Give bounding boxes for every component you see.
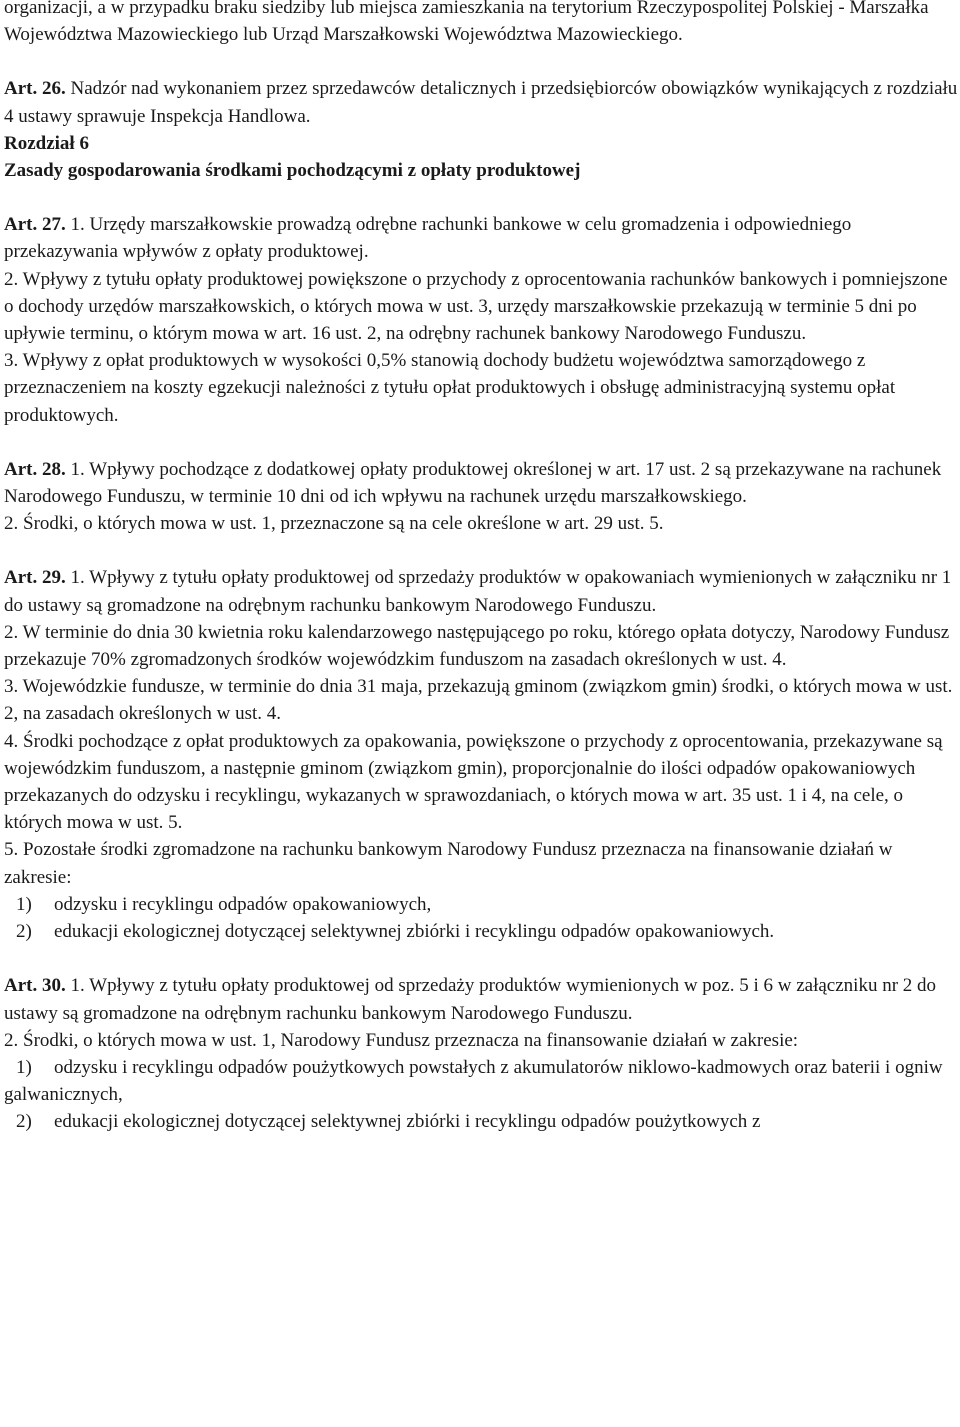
art-30-label: Art. 30.: [4, 975, 66, 997]
art-26: [4, 75, 958, 129]
art-29-label: Art. 29.: [4, 567, 66, 589]
list-item-text: odzysku i recyklingu odpadów opakowaniowych,: [54, 893, 432, 915]
intro-paragraph: organizacji, a w przypadku braku siedziby lub miejsca zamieszkania na terytorium Rzeczypospolitej Polskiej - Marszałka Województwa Mazowieckiego lub Urząd Marszałkowski Województwa Mazowieckiego.: [4, 0, 929, 46]
art-30-list-item: [4, 1108, 958, 1135]
art-29-para-3: 3. Wojewódzkie fundusze, w terminie do dnia 31 maja, przekazują gminom (związkom gmin) środki, o których mowa w ust. 2, na zasadach określonych w ust. 4.: [4, 676, 953, 725]
art-27-label: Art. 27.: [4, 214, 66, 236]
art-29-para-1: [4, 564, 958, 618]
art-30-list-item: [4, 1054, 958, 1108]
list-item-number: 1): [16, 1056, 32, 1078]
list-item-number: 2): [16, 921, 32, 943]
list-item-number: 1): [16, 893, 32, 915]
document-page: [4, 0, 958, 1136]
art-27-para-1: [4, 211, 958, 265]
art-29-list-item: [4, 918, 958, 945]
chapter-title: Zasady gospodarowania środkami pochodzącymi z opłaty produktowej: [4, 160, 581, 182]
art-29-para-2: 2. W terminie do dnia 30 kwietnia roku kalendarzowego następującego po roku, którego opłata dotyczy, Narodowy Fundusz przekazuje 70% zgromadzonych środków wojewódzkim funduszom na zasadach określonych w ust. 4.: [4, 621, 950, 671]
art-29-list-item: [4, 891, 958, 918]
list-item-number: 2): [16, 1111, 32, 1133]
art-30-para-2: 2. Środki, o których mowa w ust. 1, Narodowy Fundusz przeznacza na finansowanie działań w zakresie:: [4, 1029, 799, 1051]
art-28-para-1: [4, 456, 958, 510]
art-27-para-2: 2. Wpływy z tytułu opłaty produktowej powiększone o przychody z oprocentowania rachunków bankowych i pomniejszone o dochody urzędów marszałkowskich, o których mowa w ust. 3, urzędy marszałkowskie przekazują w terminie 5 dni po upływie terminu, o którym mowa w art. 16 ust. 2, na odrębny rachunek bankowy Narodowego Funduszu.: [4, 268, 948, 345]
art-30-text-1: 1. Wpływy z tytułu opłaty produktowej od sprzedaży produktów wymienionych w poz. 5 i 6 w załączniku nr 2 do ustawy są gromadzone na odrębnym rachunku bankowym Narodowego Funduszu.: [4, 975, 937, 1024]
art-28-label: Art. 28.: [4, 458, 66, 480]
list-item-text: odzysku i recyklingu odpadów poużytkowych powstałych z akumulatorów niklowo-kadmowych oraz baterii i ogniw galwanicznych,: [4, 1056, 943, 1106]
art-29-para-5: 5. Pozostałe środki zgromadzone na rachunku bankowym Narodowy Fundusz przeznacza na finansowanie działań w zakresie:: [4, 839, 893, 888]
art-26-text: Nadzór nad wykonaniem przez sprzedawców detalicznych i przedsiębiorców obowiązków wynikających z rozdziału 4 ustawy sprawuje Inspekcja Handlowa.: [4, 78, 958, 127]
art-28-text-1: 1. Wpływy pochodzące z dodatkowej opłaty produktowej określonej w art. 17 ust. 2 są przekazywane na rachunek Narodowego Funduszu, w terminie 10 dni od ich wpływu na rachunek urzędu marszałkowskiego.: [4, 458, 942, 508]
list-item-text: edukacji ekologicznej dotyczącej selektywnej zbiórki i recyklingu odpadów poużytkowych z: [54, 1111, 761, 1133]
art-27-text-1: 1. Urzędy marszałkowskie prowadzą odrębne rachunki bankowe w celu gromadzenia i odpowiedniego przekazywania wpływów z opłaty produktowej.: [4, 214, 852, 263]
chapter-number: Rozdział 6: [4, 132, 89, 154]
art-30-para-1: [4, 972, 958, 1026]
list-item-text: edukacji ekologicznej dotyczącej selektywnej zbiórki i recyklingu odpadów opakowaniowych.: [54, 921, 775, 943]
art-29-para-4: 4. Środki pochodzące z opłat produktowych za opakowania, powiększone o przychody z oprocentowania, przekazywane są wojewódzkim funduszom, a następnie gminom (związkom gmin), proporcjonalnie do ilości odpadów opakowaniowych przekazanych do odzysku i recyklingu, wykazanych w sprawozdaniach, o których mowa w art. 35 ust. 1 i 4, na cele, o których mowa w ust. 5.: [4, 730, 943, 834]
art-26-label: Art. 26.: [4, 78, 66, 100]
art-27-para-3: 3. Wpływy z opłat produktowych w wysokości 0,5% stanowią dochody budżetu województwa samorządowego z przeznaczeniem na koszty egzekucji należności z tytułu opłat produktowych i obsługę administracyjną systemu opłat produktowych.: [4, 350, 896, 426]
art-28-para-2: 2. Środki, o których mowa w ust. 1, przeznaczone są na cele określone w art. 29 ust. 5.: [4, 513, 664, 535]
art-29-text-1: 1. Wpływy z tytułu opłaty produktowej od sprzedaży produktów w opakowaniach wymienionych w załączniku nr 1 do ustawy są gromadzone na odrębnym rachunku bankowym Narodowego Funduszu.: [4, 567, 952, 616]
